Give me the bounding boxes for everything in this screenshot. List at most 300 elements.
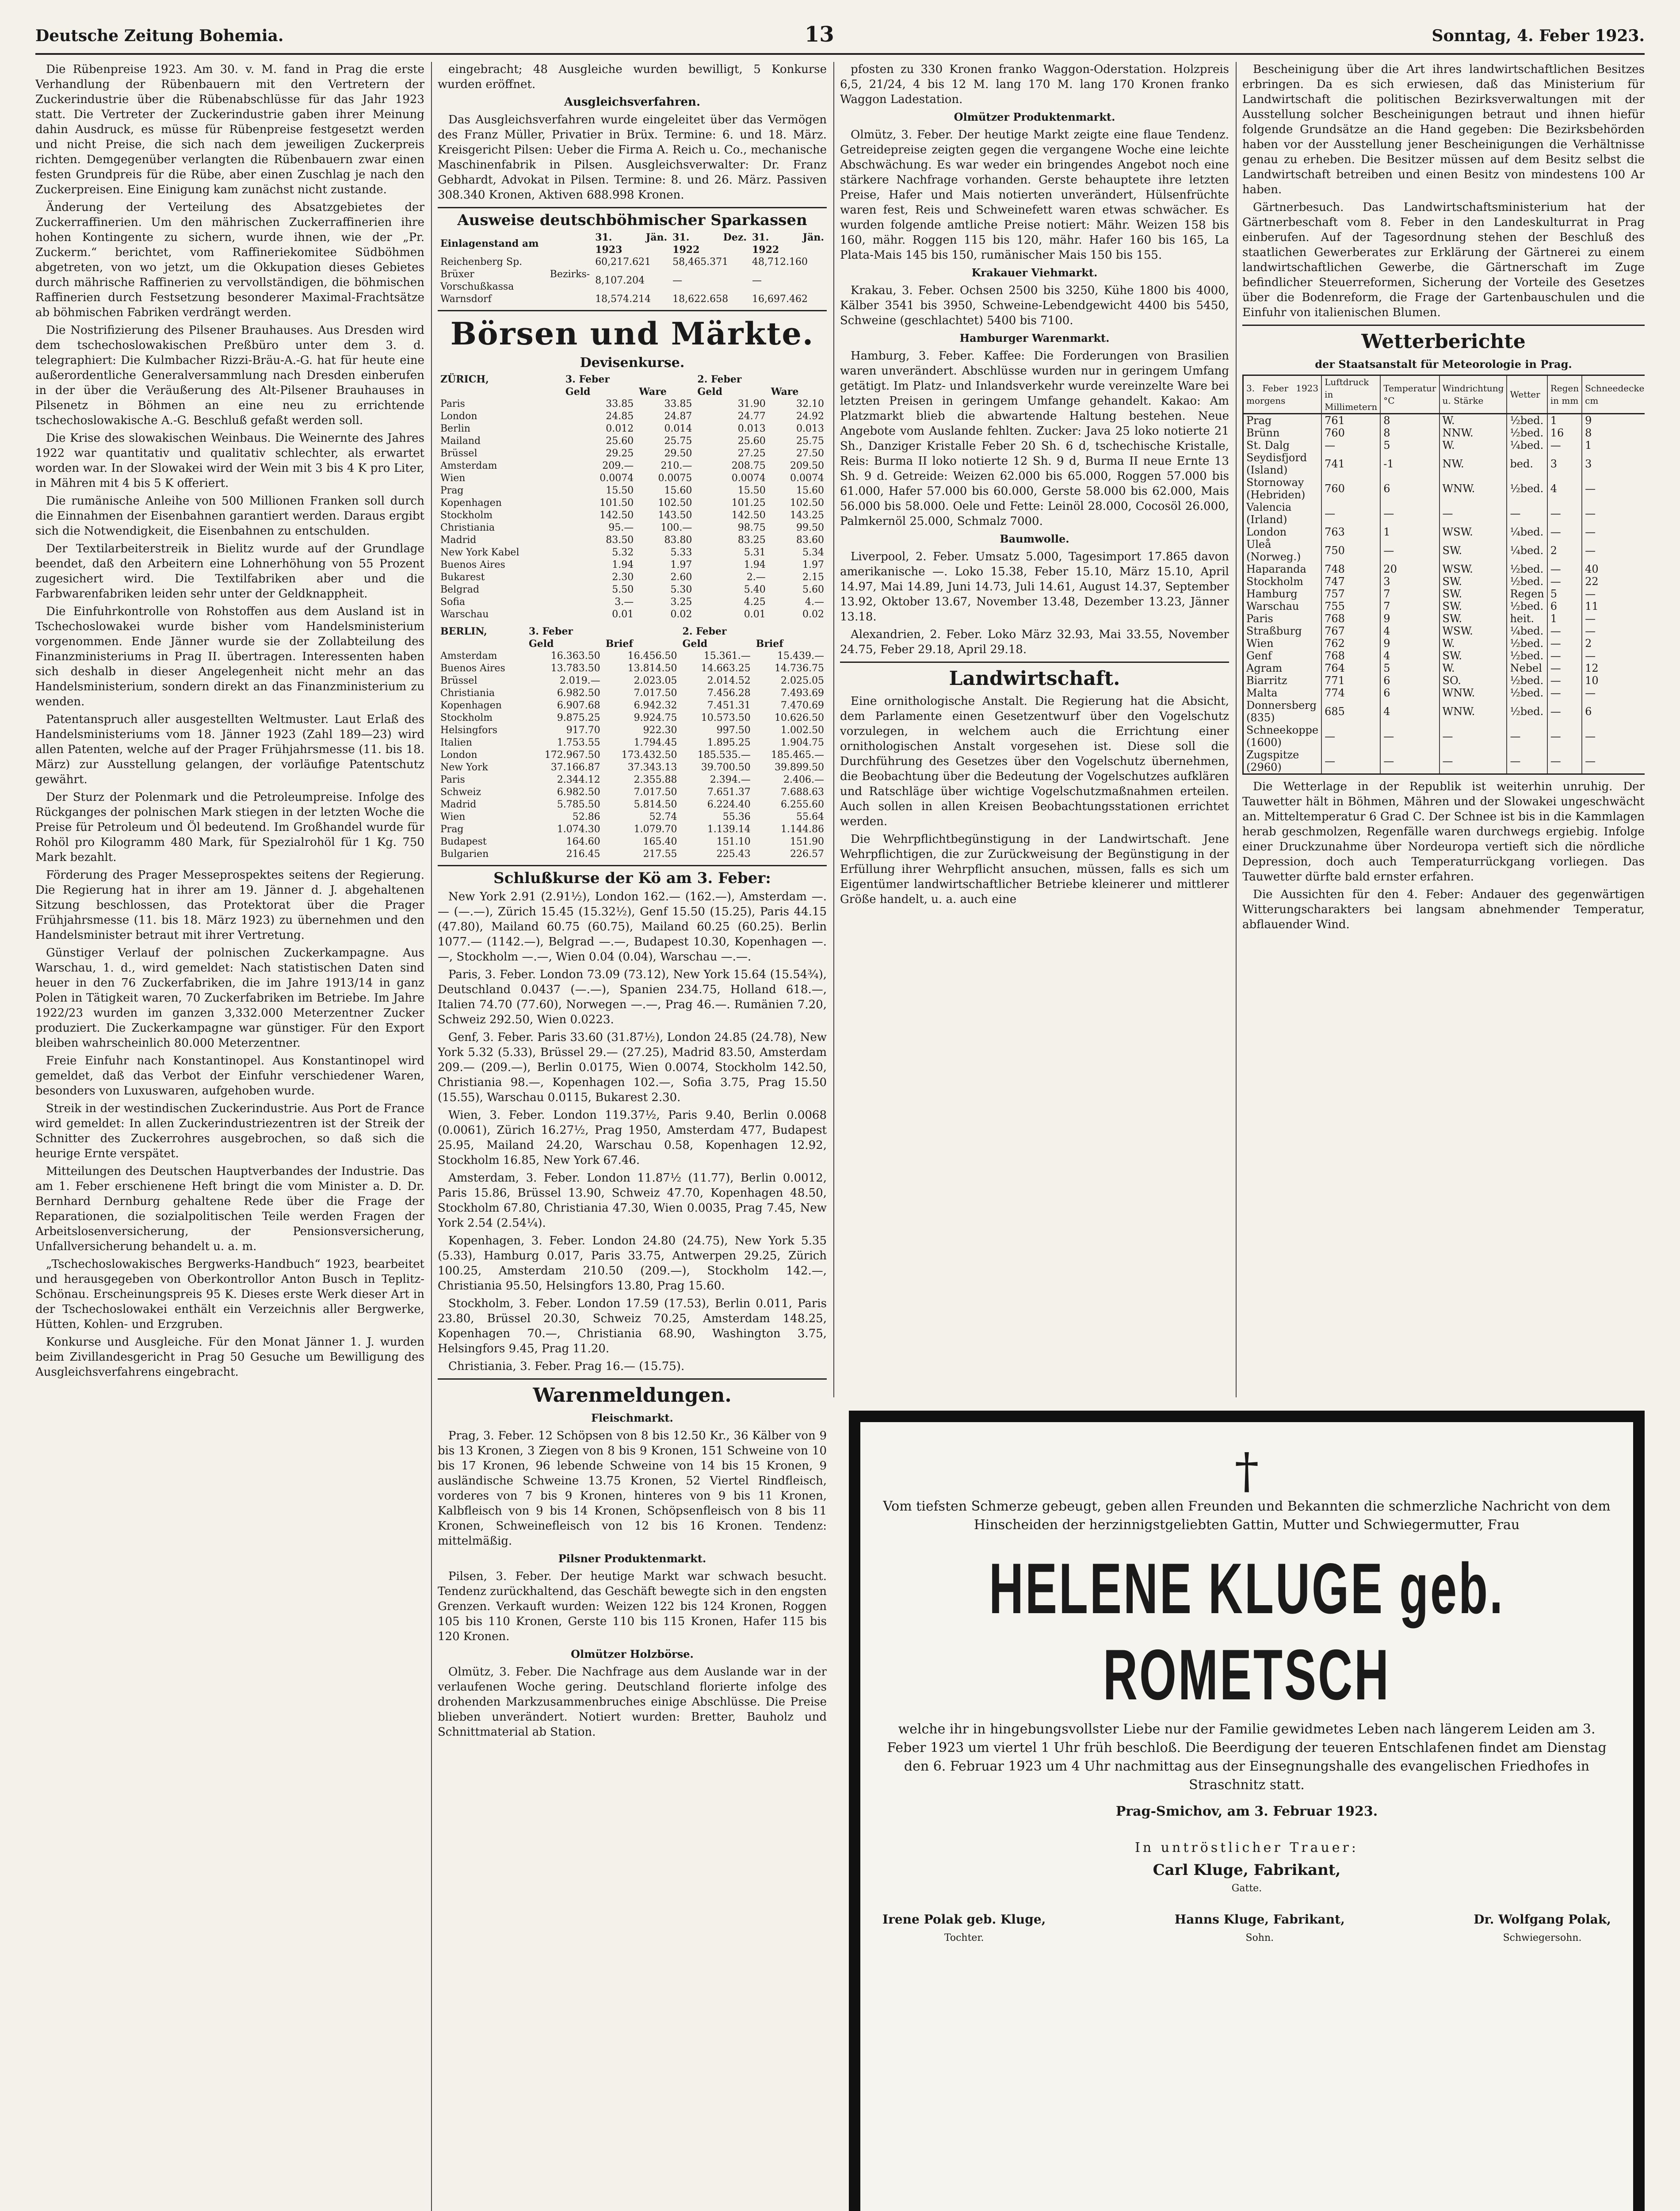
news-paragraph: Mitteilungen des Deutschen Hauptverbandes der Industrie. Das am 1. Feber erschienene Heft bringt die vom Minister a. D. Dr. Bernhard Dernburg gehaltene Rede über die Frage der Reparationen, die sozialpolitischen Teile werden Fragen der Arbeitslosenversicherung, der Pensionsversicherung, Unfallversicherung behandelt u. a. m. [35,1165,424,1253]
krakau-text: Krakau, 3. Feber. Ochsen 2500 bis 3250, Kühe 1800 bis 4000, Kälber 3541 bis 3950, Schweine-Lebendgewicht 4400 bis 5450, Schweine (geschlachtet) 5400 bis 7100. [840,284,1229,327]
table-row [438,650,827,662]
table-cell: 6 [1582,699,1645,724]
news-paragraph: Freie Einfuhr nach Konstantinopel. Aus Konstantinopel wird gemeldet, daß das Verbot der Einfuhr verschiedener Waren, besonders von Luxuswaren, aufgehoben wurde. [35,1054,424,1098]
table-cell: 24.85 [606,411,634,422]
table-cell: — [1380,749,1439,774]
table-cell: 3.— [615,597,634,608]
table-cell: 226.57 [790,849,824,860]
news-paragraph: Die rumänische Anleihe von 500 Millionen Franken soll durch die Einnahmen der Eisenbahnen garantiert werden. Daraus ergibt sich die Notwendigkeit, die Eisenbahnen zu entschulden. [35,494,424,538]
table-cell: 2. Feber [697,374,742,385]
table-cell: 15.60 [664,485,692,496]
table-cell: 5 [1380,439,1439,451]
table-cell: -1 [1380,451,1439,476]
table-cell: 10.573.50 [701,712,751,723]
table-cell: 5 [1380,662,1439,674]
table-cell: Geld [565,386,591,398]
table-row [438,724,827,737]
news-paragraph: „Tschechoslowakisches Bergwerks-Handbuch“ 1923, bearbeitet und herausgegeben von Oberkontrollor Anton Busch in Teplitz-Schönau. Erscheinungspreis 95 K. Dieses erste Werk dieser Art in der Tschechoslowakei enthält ein Verzeichnis aller Bergwerke, Hütten, Kohlen- und Erzgruben. [35,1258,424,1331]
table-row [438,522,827,534]
table-cell: — [1547,637,1582,650]
fleisch-text: Prag, 3. Feber. 12 Schöpsen von 8 bis 12.50 Kr., 36 Kälber von 9 bis 13 Kronen, 3 Ziegen von 8 bis 9 Kronen, 151 Schweine von 10 bis 17 Kronen, 96 lebende Schweine von 14 bis 15 Kronen, 9 ausländische Schweine 13.75 Kronen, 52 Viertel Rindfleisch, vorderes von 7 bis 9 Kronen, hinteres von 9 bis 11 Kronen, Kalbfleisch von 9 bis 14 Kronen, Schöpsenfleisch von 8 bis 11 Kronen, Schweinefleisch von 12 bis 16 Kronen. Tendenz: mittelmäßig. [438,1429,827,1548]
table-cell: 755 [1321,600,1380,612]
table-cell: 7.017.50 [634,787,677,798]
signer [882,1910,1046,1947]
table-row [1243,662,1645,674]
table-cell: 760 [1321,476,1380,501]
table-row [438,509,827,522]
table-cell: — [1321,724,1380,749]
newspaper-page [35,18,1645,2211]
news-paragraph: Die Nostrifizierung des Pilsener Brauhauses. Aus Dresden wird dem tschechoslowakischen Preßbüro unter dem 3. d. telegraphiert: Die Kulmbacher Rizzi-Bräu-A.-G. hat für heute eine außerordentliche Generalversammlung nach Dresden einberufen in der über die Veräußerung des Alt-Pilsener Brauhauses in Pilsenetz in Böhmen an eine neu zu errichtende tschechoslowakische A.-G. Beschluß gefaßt werden soll. [35,324,424,427]
table-cell: Brüssel [440,448,477,459]
table-cell: — [1547,662,1582,674]
table-cell: 5.40 [744,584,766,595]
table-cell: Genf [1243,650,1322,662]
table-cell: 762 [1321,637,1380,650]
table-row [438,423,827,435]
table-row [438,662,827,675]
table-cell: 922.30 [643,725,677,736]
table-cell: 0.013 [737,423,766,434]
table-cell: WSW. [1439,625,1507,637]
table-cell: 4.25 [744,597,766,608]
signer [1175,1910,1345,1947]
table-cell: 1.144.86 [781,824,824,835]
table-row [1243,600,1645,612]
table-row [438,410,827,423]
table-cell: Madrid [440,535,477,546]
table-cell: 4 [1380,650,1439,662]
table-cell: 0.0074 [731,473,766,484]
table-cell: Brüssel [440,675,477,686]
table-cell: 31. Jän. 1922 [752,232,824,256]
table-row [438,608,827,621]
table-row [438,448,827,460]
table-header-row [438,625,827,638]
table-cell: 1.94 [612,559,634,570]
table-cell: 768 [1321,612,1380,625]
table-row [438,675,827,687]
table-cell: 0.02 [670,609,692,620]
news-paragraph: Die Rübenpreise 1923. Am 30. v. M. fand in Prag die erste Verhandlung der Rübenbauern mit den Vertretern der Zuckerindustrie über die Rübenabschlüsse für das Jahr 1923 statt. Die Vertreter der Zuckerindustrie gaben ihrer Meinung dahin Ausdruck, es müsse für Rübenpreise festgesetzt werden und nicht Preise, die sich nach dem jeweiligen Zuckerpreis richten. Demgegenüber verlangten die Rübenbauern zwar einen festen Grundpreis für die Rübe, aber einen Zuschlag je nach den Zuckerpreisen. Eine Einigung kam zunächst nicht zustande. [35,63,424,196]
table-cell: 6.942.32 [634,700,677,711]
table-cell: 2.355.88 [634,774,677,785]
table-cell: W. [1439,662,1507,674]
table-cell: W. [1439,439,1507,451]
table-row [438,398,827,410]
table-cell: 1 [1582,439,1645,451]
table-cell: Prag [440,824,464,835]
fleisch-title: Fleischmarkt. [591,1412,673,1424]
table-cell: 4 [1547,476,1582,501]
olmutz-holz-title: Olmützer Holzbörse. [571,1648,694,1660]
table-row [1243,563,1645,575]
table-cell: 52.74 [649,811,677,822]
obituary-intro: Vom tiefsten Schmerze gebeugt, geben allen Freunden und Bekannten die schmerzliche Nachricht von dem Hinscheiden der herzinnigstgeliebten Gattin, Mutter und Schwiegermutter, Frau [883,1499,1611,1533]
table-cell: Prag [440,485,464,496]
table-row [438,761,827,774]
table-row [438,774,827,786]
table-cell: 5.30 [670,584,692,595]
table-cell: 10 [1582,674,1645,687]
table-cell: Hamburg [1243,588,1322,600]
table-cell: Ware [771,386,799,398]
table-cell: 997.50 [716,725,751,736]
table-cell: 7.651.37 [707,787,751,798]
table-row [438,786,827,799]
table-cell: Buenos Aires [440,663,505,674]
table-row [1243,749,1645,774]
table-cell: 11 [1582,600,1645,612]
table-cell: Geld [697,386,722,398]
table-cell: Kopenhagen [440,497,502,509]
table-cell: Wien [440,811,466,822]
table-cell: ½bed. [1507,563,1547,575]
cross-icon: † [1234,1442,1259,1499]
table-row [438,256,827,268]
table-cell: 774 [1321,687,1380,699]
news-paragraph: Der Sturz der Polenmark und die Petroleumpreise. Infolge des Rückganges der polnischen Mark stiegen in der letzten Woche die Preise für Petroleum und Öl bedeutend. Im Großhandel wurde für Rohöl pro Kilogramm 480 Mark, für Spezialrohöl für 1 Kg. 750 Mark bezahlt. [35,791,424,864]
intro-paragraph: eingebracht; 48 Ausgleiche wurden bewilligt, 5 Konkurse wurden eröffnet. [438,63,827,91]
table-cell: Brünn [1243,427,1322,439]
husband-name: Carl Kluge, Fabrikant, [1153,1861,1341,1879]
table-cell: ½bed. [1507,575,1547,588]
column-economy [35,62,424,2211]
husband-role: Gatte. [1231,1883,1262,1894]
table-cell: SW. [1439,575,1507,588]
table-cell: — [1547,650,1582,662]
table-cell: 2.— [746,572,766,583]
table-cell: 6.982.50 [557,787,600,798]
table-cell: Nebel [1507,662,1547,674]
table-row [438,596,827,608]
alexandrien-text: Alexandrien, 2. Feber. Loko März 32.93, Mai 33.55, November 24.75, Feber 29.18, April 29.18. [840,628,1229,656]
weather-subtitle: der Staatsanstalt für Meteorologie in Prag. [1315,358,1572,371]
divider [840,662,1229,663]
table-cell: 767 [1321,625,1380,637]
table-cell: 31. Jän. 1923 [595,232,668,256]
table-cell: 1 [1547,612,1582,625]
table-cell: — [1321,439,1380,451]
table-cell: 58,465.371 [672,256,729,268]
table-cell: ½bed. [1507,476,1547,501]
table-row [438,472,827,485]
stockholm-text: Stockholm, 3. Feber. London 17.59 (17.53), Berlin 0.011, Paris 23.80, Brüssel 20.30, Schweiz 70.25, Amsterdam 148.25, Kopenhagen 70.—, Christiania 68.90, Washington 3.75, Helsingfors 9.45, Prag 11.20. [438,1297,827,1355]
news-paragraph: Die Einfuhrkontrolle von Rohstoffen aus dem Ausland ist in Tschechoslowakei wurde bisher vom Handelsministerium vorgenommen. Ende Jänner wurde sie der Zollabteilung des Finanzministeriums in Prag II. übertragen. Interessenten haben sich deshalb in dieser Angelegenheit nicht mehr an das Handelsministerium, sondern direkt an das Finanzministerium zu wenden. [35,605,424,708]
table-row [438,811,827,823]
table-cell: SW. [1439,600,1507,612]
table-cell: 173.432.50 [621,750,677,761]
table-cell: 7.470.69 [781,700,824,711]
table-cell: 29.25 [606,448,634,459]
signer-role: Sohn. [1245,1932,1274,1943]
table-cell: 32.10 [796,398,824,409]
weather-table [1242,375,1645,775]
table-cell: 768 [1321,650,1380,662]
table-cell: 13.783.50 [550,663,600,674]
table-cell: Schweiz [440,787,481,798]
news-paragraph: Änderung der Verteilung des Absatzgebietes der Zuckerraffinerien. Um den mährischen Zuckerraffinerien ihre hohen Kontingente zu sichern, wurde ihnen, wie der „Pr. Zuckerm.“ berichtet, vom Raffineriekomitee Südböhmen abgetreten, von wo jetzt, um die Okkupation dieses Gebietes durch mährische Raffinerien zu vervollständigen, die böhmischen Raffinerien durch Festsetzung besonderer Maximal-Frachtsätze ab böhmischen Fabriken verdrängt werden. [35,201,424,319]
table-cell: 25.75 [664,436,692,447]
table-cell: NW. [1439,451,1507,476]
table-row [438,848,827,861]
table-cell: 1.94 [744,559,766,570]
table-cell: 100.— [661,522,692,533]
obituary-text: welche ihr in hingebungsvollster Liebe nur der Familie gewidmetes Leben nach längerem Leiden am 3. Feber 1923 um viertel 1 Uhr früh beschloß. Die Beerdigung der teueren Entschlafenen findet am Dienstag den 6. Februar 1923 um 4 Uhr nachmittag aus der Einsegnungshalle des evangelischen Friedhofes in Straschnitz statt. [887,1721,1607,1793]
table-cell: 4 [1380,699,1439,724]
table-cell: 5.32 [612,547,634,558]
landwirtschaft-news [840,694,1229,907]
table-cell: 1.794.45 [634,737,677,748]
table-cell: 14.663.25 [701,663,751,674]
table-cell: 25.60 [606,436,634,447]
divider [438,310,827,311]
table-cell: — [752,275,762,286]
table-cell: — [1582,588,1645,600]
table-cell: 2.023.05 [634,675,677,686]
table-cell: Uleå (Norweg.) [1243,538,1322,563]
table-cell: 2.025.05 [781,675,824,686]
news-paragraph: Die Krise des slowakischen Weinbaus. Die Weinernte des Jahres 1922 war quantitativ und qualitativ schlechter, als erwartet worden war. In der Slowakei wird der Wein mit 3 bis 4 K pro Liter, in Mähren mit 4 bis 5 K offeriert. [35,432,424,490]
table-cell: WNW. [1439,476,1507,501]
table-cell: 101.50 [599,497,634,509]
table-cell: 0.02 [802,609,824,620]
table-row [1243,501,1645,526]
table-cell: 52.86 [572,811,600,822]
table-cell: — [672,275,683,286]
table-cell: New York Kabel [440,547,519,558]
table-cell: 5.34 [802,547,824,558]
column-divider [431,62,432,2211]
table-cell: — [1547,724,1582,749]
table-cell: 760 [1321,427,1380,439]
header-rule [35,53,1645,55]
table-cell: Seydisfjord (Island) [1243,451,1322,476]
table-cell: 3. Feber [565,374,610,385]
divider [438,1378,827,1380]
table-cell: 37.166.87 [550,762,600,773]
table-cell: BERLIN, [440,626,487,637]
table-cell: Christiania [440,688,495,699]
table-cell: 6.982.50 [557,688,600,699]
table-cell: W. [1439,637,1507,650]
table-cell: 15.439.— [777,650,824,662]
table-row [438,712,827,724]
table-cell: 27.50 [796,448,824,459]
table-cell: Donnersberg (835) [1243,699,1322,724]
table-row [438,497,827,509]
table-cell: Kopenhagen [440,700,502,711]
table-cell: — [1547,563,1582,575]
table-cell: SW. [1439,612,1507,625]
table-cell: Warnsdorf [440,294,492,305]
table-row [438,559,827,571]
christiania-text: Christiania, 3. Feber. Prag 16.— (15.75). [448,1360,685,1373]
table-cell: — [1547,439,1582,451]
signer-name: Irene Polak geb. Kluge, [882,1912,1046,1927]
table-row [438,584,827,596]
signer-role: Tochter. [944,1932,984,1943]
table-cell: Zugspitze (2960) [1243,749,1322,774]
olmutz-holz-text: Olmütz, 3. Feber. Die Nachfrage aus dem Auslande war in der verlaufenen Woche gering. Deutschland florierte infolge des drohenden Markzusammenbruches einige Abschlüsse. Die Preise blieben unverändert. Notiert wurden: Bretter, Bauholz und Schnittmaterial ab Station. [438,1665,827,1739]
table-cell: 1.079.70 [634,824,677,835]
table-cell [438,386,563,398]
table-row [438,823,827,836]
table-cell: 4.— [805,597,824,608]
table-cell: 83.50 [606,535,634,546]
table-cell: 763 [1321,526,1380,538]
table-cell: 1.753.55 [557,737,600,748]
table-cell: 1 [1380,526,1439,538]
table-cell: ½bed. [1507,414,1547,427]
table-cell: 5.814.50 [634,799,677,810]
news-paragraph: Patentanspruch aller ausgestellten Weltmuster. Laut Erlaß des Handelsministeriums vom 18. Jänner 1923 (Zahl 189—23) wird allen Patenten, welche auf der Prager Frühjahrsmesse (11. bis 18. März) zur Ausstellung gelangen, der vorläufige Patentschutz gewährt. [35,713,424,786]
liverpool-text: Liverpool, 2. Feber. Umsatz 5.000, Tagesimport 17.865 davon amerikanische —. Loko 15.38, Feber 15.10, März 15.10, April 14.97, Mai 14.89, Juni 14.73, Juli 14.61, August 14.37, September 13.92, Oktober 13.67, November 13.48, Dezember 13.23, Jänner 13.18. [840,550,1229,624]
signer [1474,1910,1611,1947]
table-cell: 0.01 [612,609,634,620]
table-cell: 5.785.50 [557,799,600,810]
table-cell: 142.50 [599,510,634,521]
table-cell: 0.012 [606,423,634,434]
table-cell: Warschau [440,609,489,620]
table-cell: 209.— [602,460,634,471]
table-cell: 2 [1582,637,1645,650]
table-cell: 31. Dez. 1922 [672,232,747,256]
economy-news [35,62,424,1380]
table-cell: — [1582,538,1645,563]
table-cell: Geld [682,638,708,650]
table-cell: heit. [1507,612,1547,625]
table-cell: Wetter [1507,375,1547,414]
table-cell: 48,712.160 [752,256,808,268]
table-row [1243,451,1645,476]
table-cell: Amsterdam [440,460,497,471]
table-cell: 18,622.658 [672,294,729,305]
table-cell: 37.343.13 [627,762,677,773]
table-cell: Paris [440,774,465,785]
table-cell: 917.70 [566,725,600,736]
table-cell: 24.87 [664,411,692,422]
table-cell: 22 [1582,575,1645,588]
table-cell: 31.90 [737,398,766,409]
table-cell: 16.363.50 [550,650,600,662]
table-header-row [438,373,827,386]
table-row [1243,538,1645,563]
table-cell: 5.33 [670,547,692,558]
table-cell: — [1547,625,1582,637]
table-cell: — [1507,749,1547,774]
table-cell: 18,574.214 [595,294,651,305]
berlin-rates-table [438,625,827,861]
table-cell: — [1582,501,1645,526]
table-cell: 685 [1321,699,1380,724]
table-cell: 4 [1380,625,1439,637]
table-cell: 6 [1380,687,1439,699]
table-cell: 55.64 [796,811,824,822]
table-row [1243,674,1645,687]
table-cell: 1.904.75 [781,737,824,748]
table-cell: Bukarest [440,572,485,583]
table-cell: — [1321,501,1380,526]
table-cell: — [1582,476,1645,501]
table-cell: 216.45 [566,849,600,860]
table-cell [753,625,827,638]
table-row [1243,625,1645,637]
table-cell [768,373,827,386]
table-cell: ¼bed. [1507,439,1547,451]
table-row [1243,588,1645,600]
table-cell: 24.77 [737,411,766,422]
table-cell: 6 [1380,476,1439,501]
table-row [438,435,827,448]
boersen-title: Börsen und Märkte. [450,315,814,352]
table-cell: Wien [1243,637,1322,650]
table-cell: 185.465.— [771,750,824,761]
agriculture-news [1242,62,1645,320]
table-row [438,799,827,811]
amsterdam-text: Amsterdam, 3. Feber. London 11.87½ (11.77), Berlin 0.0012, Paris 15.86, Brüssel 13.90, Schweiz 47.70, Kopenhagen 48.50, Stockholm 67.80, Christiania 47.30, Wien 0.0035, Prag 7.45, New York 2.54 (2.54¼). [438,1171,827,1230]
table-row [1243,439,1645,451]
table-cell: St. Dalg [1243,439,1322,451]
table-cell: 1.074.30 [557,824,600,835]
table-cell: 2.406.— [783,774,824,785]
table-cell: Stornoway (Hebriden) [1243,476,1322,501]
table-cell: — [1380,538,1439,563]
table-cell: — [1380,724,1439,749]
table-cell: Prag [1243,414,1322,427]
table-cell: Malta [1243,687,1322,699]
hamburg-text: Hamburg, 3. Feber. Kaffee: Die Forderungen von Brasilien waren unverändert. Abschlüsse wurden nur in geringem Umfang getätigt. Im Platz- und Inlandsverkehr wurde vereinzelte Ware bei letzten Preisen in geringem Umfange gehandelt. Kakao: Am Platzmarkt blieb die abwartende Haltung bestehen. Neue Angebote vom Auslande fehlten. Zucker: Java 25 loko notierte 21 Sh., Danziger Kristalle Feber 20 Sh. 6 d, tschechische Kristalle, Reis: Burma II loko notierte 12 Sh. 9 d, Burma II neue Ernte 13 Sh. 9 d. Getreide: Weizen 62.000 bis 65.000, Roggen 57.000 bis 61.000, Hafer 57.000 bis 60.000, Gerste 58.000 bis 62.000, Mais 56.000 bis 58.000. Oele und Fette: Leinöl 28.000, Cocosöl 26.000, Palmkernöl 25.000, Schmalz 7000. [840,349,1229,528]
table-row [438,293,827,306]
table-cell: NNW. [1439,427,1507,439]
table-cell: Temperatur °C [1380,375,1439,414]
table-row [438,485,827,497]
table-cell: 1.97 [802,559,824,570]
table-row [1243,650,1645,662]
table-cell: 2.15 [802,572,824,583]
table-cell: SW. [1439,538,1507,563]
table-cell: 15.361.— [703,650,751,662]
table-cell: 172.967.50 [544,750,600,761]
table-cell: WSW. [1439,526,1507,538]
kopenhagen-text: Kopenhagen, 3. Feber. London 24.80 (24.75), New York 5.35 (5.33), Hamburg 0.017, Paris 33.75, Antwerpen 29.25, Zürich 100.25, Amsterdam 210.50 (209.—), Stockholm 142.—, Christiania 95.50, Helsingfors 13.80, Prag 15.60. [438,1234,827,1293]
obituary-notice [849,1411,1645,2211]
table-cell: W. [1439,414,1507,427]
table-cell: 24.92 [796,411,824,422]
table-cell: 2 [1547,538,1582,563]
table-cell: 3 [1380,575,1439,588]
weather-title: Wetterberichte [1361,330,1526,353]
table-cell: 7.456.28 [707,688,751,699]
table-row [1243,699,1645,724]
table-cell: SW. [1439,588,1507,600]
table-cell: ½bed. [1507,687,1547,699]
paper-name: Deutsche Zeitung Bohemia. [35,27,284,45]
table-cell: ZÜRICH, [440,374,489,385]
table-cell: 15.50 [737,485,766,496]
table-cell: 151.10 [716,836,751,847]
table-cell: Windrichtung u. Stärke [1439,375,1507,414]
table-cell: — [1547,749,1582,774]
table-row [438,687,827,700]
table-cell: 747 [1321,575,1380,588]
table-cell: 9.875.25 [557,712,600,723]
table-cell: 33.85 [606,398,634,409]
table-cell: 16,697.462 [752,294,808,305]
table-cell: 15.50 [606,485,634,496]
table-header-row [438,386,827,398]
table-cell: ½bed. [1507,674,1547,687]
